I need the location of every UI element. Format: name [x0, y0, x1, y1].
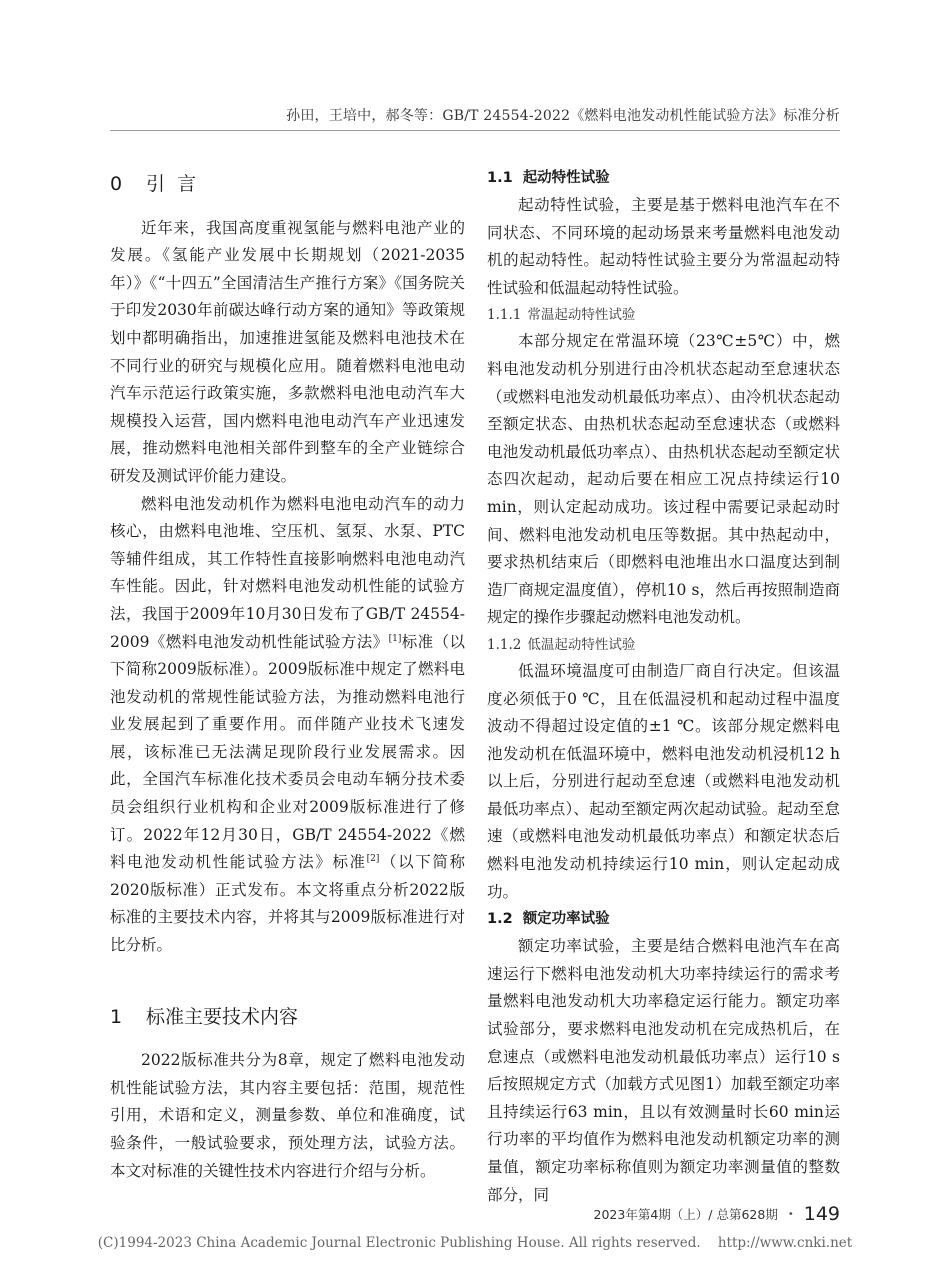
paragraph-1-1: 起动特性试验，主要是基于燃料电池汽车在不同状态、不同环境的起动场景来考量燃料电池发动机的起动特性。起动特性试验主要分为常温起动特性试验和低温起动特性试验。 [487, 196, 840, 297]
paragraph-1-2: 额定功率试验，主要是结合燃料电池汽车在高速运行下燃料电池发动机大功率持续运行的需求考量燃料电池发动机大功率稳定运行能力。额定功率试验部分，要求燃料电池发动机在完成热机后，在怠速点（或燃料电池发动机最低功率点）运行10 s后按照规定方式（加载方式见图1）加载至额定功率且持续运行63 min，且以有效测量时长60 min运行功率的平均值作为燃料电池发动机额定功率的测量值，额定功率标称值则为额定功率测量值的整数部分，同 [487, 937, 840, 1204]
bullet-separator: • [787, 1208, 794, 1220]
header-rule [110, 130, 840, 131]
paragraph-text: （以下简称2020版标准）正式发布。本文将重点分析2022版标准的主要技术内容，并将其与2009版标准进行对比分析。 [110, 853, 465, 955]
section-1-paragraph: 2022版标准共分为8章，规定了燃料电池发动机性能试验方法，其内容主要包括：范围，规范性引用，术语和定义，测量参数、单位和准确度，试验条件，一般试验要求，预处理方法，试验方法。本文对标准的关键性技术内容进行介绍与分析。 [110, 1051, 465, 1180]
heading-text: 起动特性试验 [522, 170, 610, 186]
paragraph-1-1-1: 本部分规定在常温环境（23℃±5℃）中，燃料电池发动机分别进行由冷机状态起动至怠速状态（或燃料电池发动机最低功率点）、由冷机状态起动至额定状态、由热机状态起动至怠速状态（或燃料电池发动机最低功率点）、由热机状态起动至额定状态四次起动，起动后要在相应工况点持续运行10 min，则认定起动成功。该过程中需要记录起动时间、燃料电池发动机电压等数据。其中热起动中，要求热机结束后（即燃料电池堆出水口温度达到制造厂商规定温度值），停机10 s，然后再按照制造商规定的操作步骤起动燃料电池发动机。 [487, 332, 840, 627]
heading-number: 1.2 [487, 911, 513, 928]
heading-1-1-2 [487, 632, 840, 658]
section-number: 0 [110, 173, 123, 195]
right-column [487, 165, 840, 1209]
intro-paragraph-1: 近年来，我国高度重视氢能与燃料电池产业的发展。《氢能产业发展中长期规划（2021-2035年）》《“十四五”全国清洁生产推行方案》《国务院关于印发2030年前碳达峰行动方案的通知》等政策规划中都明确指出，加速推进氢能及燃料电池技术在不同行业的研究与规模化应用。随着燃料电池电动汽车示范运行政策实施，多款燃料电池电动汽车大规模投入运营，国内燃料电池电动汽车产业迅速发展，推动燃料电池相关部件到整车的全产业链综合研发及测试评价能力建设。 [110, 218, 465, 485]
page-number: 149 [803, 1203, 840, 1225]
footer-issue-info [594, 1203, 840, 1225]
section-0-title [110, 171, 465, 199]
heading-1-1 [487, 165, 840, 192]
citation-ref-1: [1] [388, 633, 402, 644]
heading-number: 1.1.1 [487, 307, 522, 324]
section-1-title [110, 1004, 465, 1032]
heading-1-1-1 [487, 302, 840, 328]
heading-1-2 [487, 906, 840, 933]
left-column [110, 165, 465, 1185]
section-title-text: 标准主要技术内容 [146, 1005, 299, 1028]
section-number: 1 [110, 1005, 123, 1028]
paragraph-text: 标准（以下简称2009版标准）。2009版标准中规定了燃料电池发动机的常规性能试验方法，为推动燃料电池行业发展起到了重要作用。而伴随产业技术飞速发展，该标准已无法满足现阶段行业发展需求。因此，全国汽车标准化技术委员会电动车辆分技术委员会组织行业机构和企业对2009版标准进行了修订。2022年12月30日，GB/T 24554-2022《燃料电池发动机性能试验方法》标准 [110, 632, 465, 872]
running-header: 孙田，王培中，郝冬等：GB/T 24554-2022《燃料电池发动机性能试验方法》标准分析 [286, 108, 840, 124]
intro-paragraph-2 [110, 491, 465, 960]
paragraph-text: 燃料电池发动机作为燃料电池电动汽车的动力核心，由燃料电池堆、空压机、氢泵、水泵、PTC等辅件组成，其工作特性直接影响燃料电池电动汽车性能。因此，针对燃料电池发动机性能的试验方法，我国于2009年10月30日发布了GB/T 24554-2009《燃料电池发动机性能试验方法》 [110, 494, 465, 651]
heading-number: 1.1 [487, 170, 513, 186]
paragraph-1-1-2: 低温环境温度可由制造厂商自行决定。但该温度必须低于0 ℃，且在低温浸机和起动过程中温度波动不得超过设定值的±1 ℃。该部分规定燃料电池发动机在低温环境中，燃料电池发动机浸机12 h以上后，分别进行起动至怠速（或燃料电池发动机最低功率点）、起动至额定两次起动试验。起动至怠速（或燃料电池发动机最低功率点）和额定状态后燃料电池发动机持续运行10 min，则认定起动成功。 [487, 661, 840, 901]
citation-ref-2: [2] [366, 854, 380, 865]
copyright-notice: (C)1994-2023 China Academic Journal Electronic Publishing House. All rights reserved. http://www.cnki.net [97, 1235, 853, 1251]
heading-text: 常温起动特性试验 [527, 307, 636, 324]
issue-label: 2023年第4期（上）/ 总第628期 [593, 1207, 778, 1222]
heading-number: 1.1.2 [487, 636, 522, 653]
heading-text: 额定功率试验 [522, 911, 610, 928]
heading-text: 低温起动特性试验 [527, 636, 636, 653]
section-title-text: 引 言 [146, 173, 197, 195]
